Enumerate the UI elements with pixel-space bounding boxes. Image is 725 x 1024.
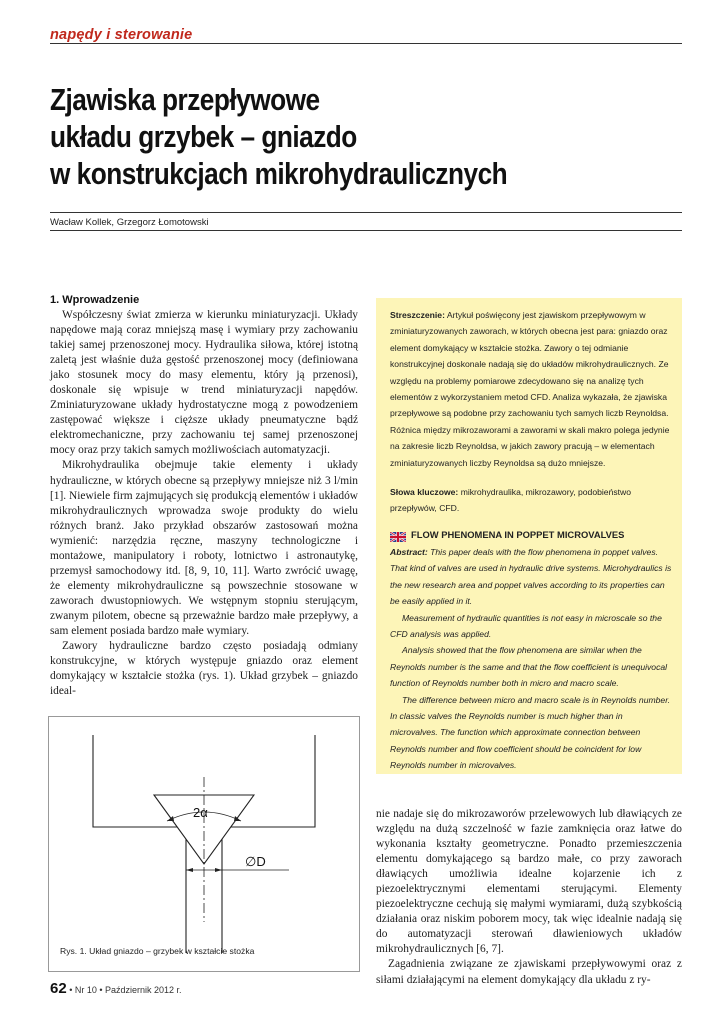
paragraph: Zawory hydrauliczne bardzo często posiadają odmiany konstrukcyjne, w których występuje gniazdo oraz element domykający w kształcie stożka (rys. 1). Układ grzybek – gniazdo ideal- bbox=[50, 640, 358, 698]
authors-top-rule bbox=[50, 212, 682, 213]
paragraph: Measurement of hydraulic quantities is not easy in microscale so the CFD analysis was applied. bbox=[390, 612, 662, 640]
page-number: 62 bbox=[50, 980, 67, 997]
paragraph: nie nadaje się do mikrozaworów przelewowych lub dławiących ze względu na dużą szczelność w fazie zamknięcia oraz łatwe do wykonania kształty geometryczne. Ponadto przemieszczenia elementu domykającego są bardzo małe, co przy zaworach dławiących umożliwia idealne kojarzenie ich z piezoelektrycznymi elementami sterującymi. Elementy piezoelektryczne cechują się małymi wymiarami, dużą szybkością działania oraz niskim poborem mocy, tak więc idealnie nadają się do automatyzacji sterowań dławieniowych układów mikrohydraulicznych [6, 7]. bbox=[376, 808, 682, 956]
article-title bbox=[50, 82, 600, 193]
intro-text bbox=[50, 308, 358, 699]
paragraph: Współczesny świat zmierza w kierunku miniaturyzacji. Układy napędowe mają coraz mniejszą masę i wymiary przy zachowaniu takiej samej przenoszonej mocy. Hydraulika siłowa, której istotną zaletą jest właśnie duża gęstość przenoszonej mocy (definiowana jako stosunek mocy do masy elementu, który ją przenosi), doskonale się wpisuje w trend miniaturyzacji napędów. Zminiaturyzowane układy hydrostatyczne mogą z powodzeniem zastępować większe i cięższe układy pneumatyczne bądź elektromechaniczne, przy zachowaniu tej samej przenoszonej mocy oraz przy takich samych możliwościach automatyzacji. bbox=[50, 309, 358, 457]
abstract-label: Streszczenie: bbox=[390, 310, 445, 320]
abstract-en-text: This paper deals with the flow phenomena in poppet valves. That kind of valves are used in hydraulic drive systems. Microhydraulics is the new research area and poppet valves according to its properties can be easily applied in it. bbox=[390, 547, 672, 607]
title-line: w konstrukcjach mikrohydraulicznych bbox=[50, 157, 508, 191]
title-line: układu grzybek – gniazdo bbox=[50, 120, 357, 154]
header-rule bbox=[50, 43, 682, 44]
uk-flag-icon bbox=[390, 529, 406, 539]
keywords-label: Słowa kluczowe: bbox=[390, 487, 459, 497]
figure-caption: Rys. 1. Układ gniazdo – grzybek w kształcie stożka bbox=[60, 946, 255, 956]
authors: Wacław Kollek, Grzegorz Łomotowski bbox=[50, 217, 209, 228]
paragraph bbox=[390, 544, 672, 610]
right-column-text bbox=[376, 807, 682, 988]
section-tag: napędy i sterowanie bbox=[50, 27, 193, 43]
abstract-text: Artykuł poświęcony jest zjawiskom przepływowym w zminiaturyzowanych zaworach, w których obecna jest para: gniazdo oraz element domykający w kształcie stożka. Zawory o tej odmianie konstrukcyjnej doskonale nadają się do układów mikrohydraulicznych. Ze względu na problemy pomiarowe zdecydowano się na analizę tych elementów z wykorzystaniem metod CFD. Analiza wykazała, że zjawiska przepływowe są podobne przy zachowaniu tych samych liczb Reynoldsa. Różnica między mikrozaworami a zaworami w skali makro polega jedynie na zakresie liczb Reynoldsa, w jakich zawory pracują – w elementach zminiaturyzowanych liczby Reynoldsa są dużo mniejsze. bbox=[390, 310, 670, 468]
section-heading: 1. Wprowadzenie bbox=[50, 294, 140, 306]
issue-info: • Nr 10 • Październik 2012 r. bbox=[69, 985, 182, 995]
page-footer bbox=[50, 980, 182, 997]
paragraph: Analysis showed that the flow phenomena are similar when the Reynolds number is the same and that the flow coefficient is unequivocal function of Reynolds number both in micro and macro scale. bbox=[390, 645, 668, 689]
abstract-en bbox=[390, 544, 672, 774]
authors-bottom-rule bbox=[50, 230, 682, 231]
abstract-pl bbox=[390, 307, 672, 471]
diameter-label: ∅D bbox=[245, 854, 266, 869]
angle-label: 2α bbox=[193, 805, 208, 820]
keywords-text: mikrohydraulika, mikrozawory, podobieństwo przepływów, CFD. bbox=[390, 487, 632, 514]
keywords bbox=[390, 484, 672, 517]
poppet-seat-diagram bbox=[49, 717, 359, 971]
figure-1 bbox=[48, 716, 360, 972]
title-line: Zjawiska przepływowe bbox=[50, 83, 320, 117]
paragraph: The difference between micro and macro scale is in Reynolds number. In classic valves the Reynolds number is much higher than in microvalves. The function which approximate connection between Reynolds number and flow coefficient should be coincident for low Reynolds number in microvalves. bbox=[390, 694, 671, 771]
paragraph: Zagadnienia związane ze zjawiskami przepływowymi oraz z siłami działającymi na element domykający dla układu z ry- bbox=[376, 958, 682, 986]
paragraph: Mikrohydraulika obejmuje takie elementy i układy hydrauliczne, w których obecne są przepływy mniejsze niż 3 l/min [1]. Niewiele firm zajmujących się produkcją elementów i układów mikrohydraulicznych wprowadza swoje produkty do wielu różnych branż. Jako przykład obszarów zastosowań można wymienić: narzędzia ręczne, maszyny technologiczne i montażowe, manipulatory i roboty, lotnictwo i astronautykę, przemysł samochodowy itd. [8, 9, 10, 11]. Warto zwrócić uwagę, że elementy mikrohydrauliczne są powszechnie stosowane w zaworach dwustopniowych. We wstępnym stopniu sterującym, zwanym pilotem, obecne są przeważnie bardzo małe przepływy, a sam element posiada bardzo małe wymiary. bbox=[50, 459, 358, 637]
english-title: FLOW PHENOMENA IN POPPET MICROVALVES bbox=[411, 529, 625, 540]
abstract-en-label: Abstract: bbox=[390, 547, 428, 557]
